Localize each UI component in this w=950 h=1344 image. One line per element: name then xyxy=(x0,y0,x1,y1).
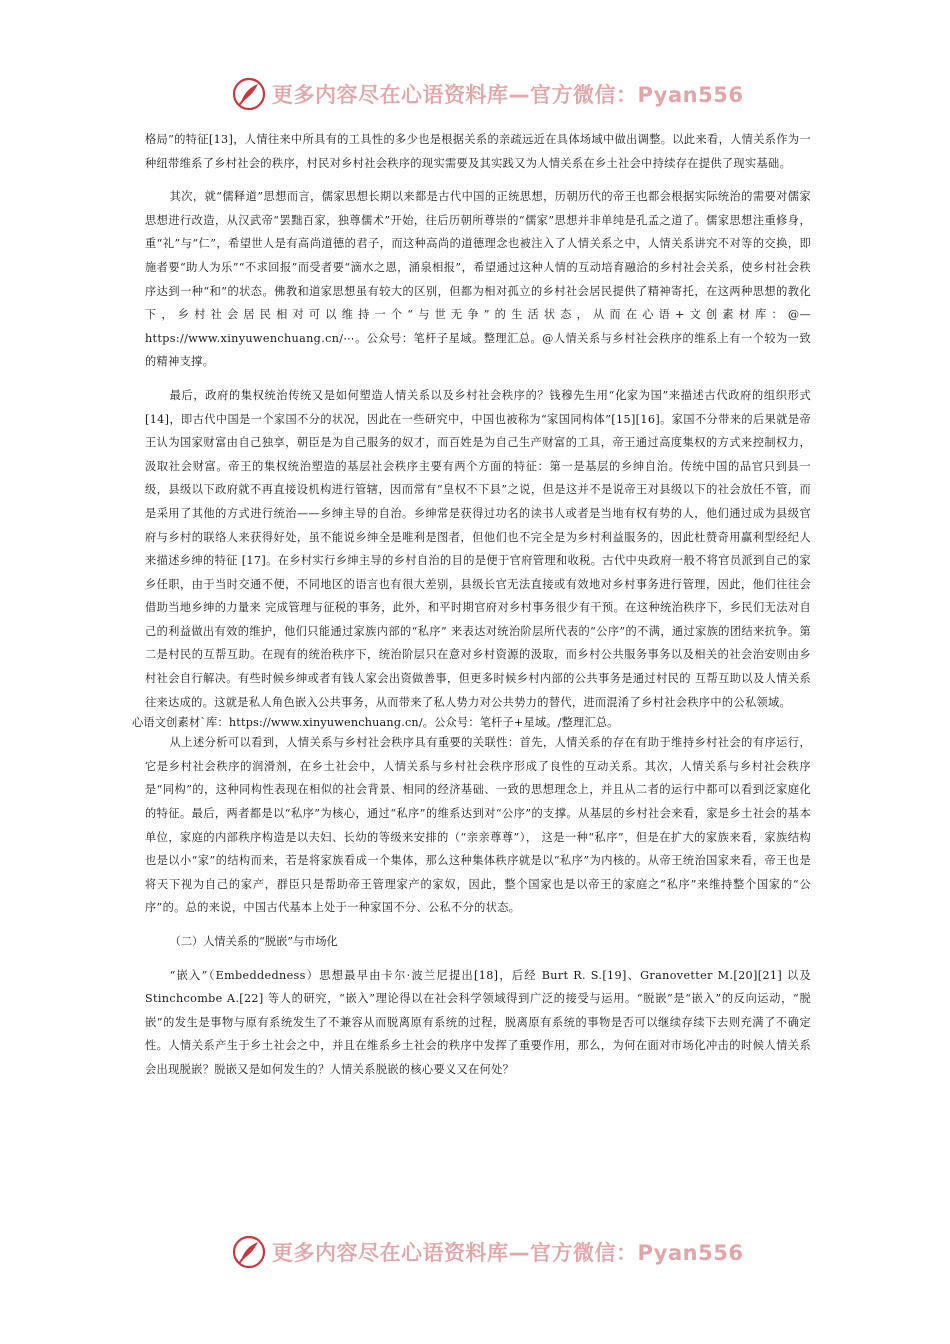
banner-text: 更多内容尽在心语资料库—官方微信：Pyan556 xyxy=(272,83,744,107)
paragraph: “嵌入”（Embeddedness）思想最早由卡尔·波兰尼提出[18]，后经 Burt R. S.[19]、Granovetter M.[20][21] 以及Stinchcombe A.[22] 等人的研究，“嵌入”理论得以在社会科学领域得到广泛的接受与运用。“脱嵌”是“嵌入”的反向运动，“脱嵌”的发生是事物与原有系统发生了不兼容从而脱离原有系统的过程，脱离原有系统的事物是否可以继续存续下去则充满了不确定性。人情关系产生于乡土社会之中，并且在维系乡土社会的秩序中发挥了重要作用，那么，为何在面对市场化冲击的时候人情关系会出现脱嵌？脱嵌又是如何发生的？人情关系脱嵌的核心要义又在何处？ xyxy=(145,968,811,1076)
header-banner xyxy=(0,72,950,116)
source-note: 心语文创素材`库：https://www.xinyuwenchuang.cn/。公众号：笔杆子+星域。/整理汇总。 xyxy=(132,716,619,730)
feather-quill-icon xyxy=(232,1235,266,1269)
footer-banner xyxy=(0,1230,950,1274)
banner-text: 更多内容尽在心语资料库—官方微信：Pyan556 xyxy=(272,1241,744,1265)
document-body xyxy=(132,128,811,1082)
paragraph: 从上述分析可以看到，人情关系与乡村社会秩序具有重要的关联性：首先，人情关系的存在有助于维持乡村社会的有序运行，它是乡村社会秩序的润滑剂，在乡土社会中，人情关系与乡村社会秩序形成了良性的互动关系。其次，人情关系与乡村社会秩序是“同构”的，这种同构性表现在相似的社会背景、相同的经济基础、一致的思想理念上，并且从二者的运行中都可以看到泛家庭化的特征。最后，两者都是以“私序”为核心，通过“私序”的维系达到对“公序”的支撑。从基层的乡村社会来看，家是乡土社会的基本单位，家庭的内部秩序构造是以夫妇、长幼的等级来安排的（“亲亲尊尊”）， 这是一种“私序”，但是在扩大的家族来看，家族结构也是以小“家”的结构而来，若是将家族看成一个集体，那么这种集体秩序就是以“私序”为内核的。从帝王统治国家来看，帝王也是将天下视为自己的家产，群臣只是帮助帝王管理家产的家奴，因此，整个国家也是以帝王的家庭之“私序”来维持整个国家的“公序”的。总的来说，中国古代基本上处于一种家国不分、公私不分的状态。 xyxy=(145,736,811,915)
paragraph: 格局”的特征[13]，人情往来中所具有的工具性的多少也是根据关系的亲疏远近在具体场域中做出调整。以此来看，人情关系作为一种纽带维系了乡村社会的秩序，村民对乡村社会秩序的现实需要及其实践又为人情关系在乡土社会中持续存在提供了现实基础。 xyxy=(145,133,811,170)
paragraph: 最后，政府的集权统治传统又是如何塑造人情关系以及乡村社会秩序的？钱穆先生用“化家为国”来描述古代政府的组织形式[14]，即古代中国是一个家国不分的状况，因此在一些研究中，中国也被称为“家国同构体”[15][16]。家国不分带来的后果就是帝王认为国家财富由自己独享，朝臣是为自己服务的奴才，而百姓是为自己生产财富的工具，帝王通过高度集权的方式来控制权力，汲取社会财富。帝王的集权统治塑造的基层社会秩序主要有两个方面的特征：第一是基层的乡绅自治。传统中国的品官只到县一级，县级以下政府就不再直接设机构进行管辖，因而常有“皇权不下县”之说，但是这并不是说帝王对县级以下的社会放任不管，而是采用了其他的方式进行统治——乡绅主导的自治。乡绅常是获得过功名的读书人或者是当地有权有势的人，他们通过成为县级官府与乡村的联络人来获得好处，虽不能说乡绅全是唯利是图者，但他们也不完全是为乡村利益服务的，因此杜赞奇用赢利型经纪人来描述乡绅的特征 [17]。在乡村实行乡绅主导的乡村自治的目的是便于官府管理和收税。古代中央政府一般不将官员派到自己的家乡任职，由于当时交通不便，不同地区的语言也有很大差别，县级长官无法直接或有效地对乡村事务进行管理，因此，他们往往会借助当地乡绅的力量来 完成管理与征税的事务，此外，和平时期官府对乡村事务很少有干预。在这种统治秩序下，乡民们无法对自己的利益做出有效的维护，他们只能通过家族内部的“私序” 来表达对统治阶层所代表的“公序”的不满，通过家族的团结来抗争。第二是村民的互帮互助。在现有的统治秩序下，统治阶层只在意对乡村资源的汲取，而乡村公共服务事务以及相关的社会治安则由乡村社会自行解决。有些时候乡绅或者有钱人家会出资做善事，但更多时候乡村内部的公共事务是通过村民的 互帮互助以及人情关系往来达成的。这就是私人角色嵌入公共事务，从而带来了私人势力对公共势力的替代，进而混淆了乡村社会秩序中的公私领域。 xyxy=(145,388,811,709)
banner-content xyxy=(232,74,743,114)
section-heading: （二）人情关系的“脱嵌”与市场化 xyxy=(169,935,338,948)
banner-content xyxy=(232,1232,743,1272)
feather-quill-icon xyxy=(232,77,266,111)
paragraph: 其次，就“儒释道”思想而言，儒家思想长期以来都是古代中国的正统思想，历朝历代的帝王也都会根据实际统治的需要对儒家思想进行改造，从汉武帝“罢黜百家，独尊儒术”开始，往后历朝所尊崇的“儒家”思想并非单纯是孔孟之道了。儒家思想注重修身，重“礼”与“仁”，希望世人是有高尚道德的君子，而这种高尚的道德理念也被注入了人情关系之中，人情关系讲究不对等的交换，即施者要“助人为乐”“不求回报”而受者要“滴水之恩，涌泉相报”，希望通过这种人情的互动培育融洽的乡村社会关系，使乡村社会秩序达到一种“和”的状态。佛教和道家思想虽有较大的区别，但都为相对孤立的乡村社会居民提供了精神寄托，在这两种思想的教化下，乡村社会居民相对可以维持一个“与世无争”的生活状态，从而在心语+文创素材库：@—https://www.xinyuwenchuang.cn/⋯。公众号：笔杆子星域。整理汇总。@人情关系与乡村社会秩序的维系上有一个较为一致的精神支撑。 xyxy=(145,190,811,369)
